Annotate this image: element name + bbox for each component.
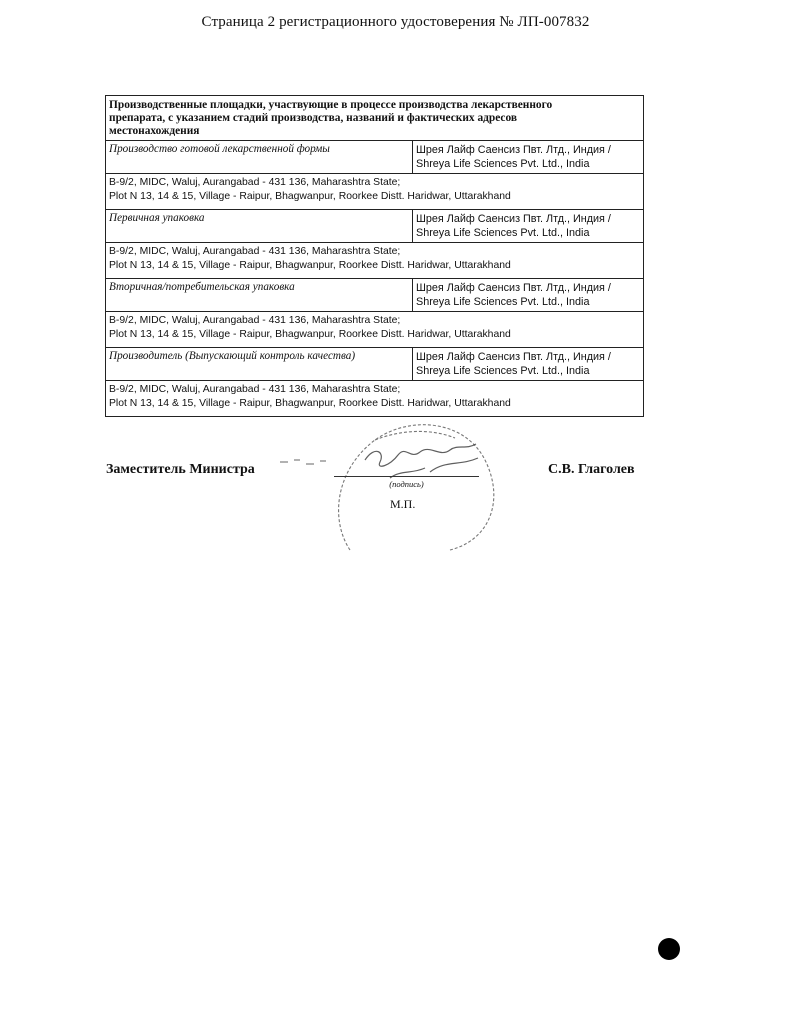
address-line: B-9/2, MIDC, Waluj, Aurangabad - 431 136, Maharashtra State;: [109, 246, 401, 257]
scan-dot-icon: [658, 938, 680, 960]
signature-dash-icon: [270, 440, 350, 470]
table-row: [106, 348, 644, 381]
address-line: Plot N 13, 14 & 15, Village - Raipur, Bhagwanpur, Roorkee Distt. Haridwar, Uttarakhand: [109, 398, 511, 409]
address-line: Plot N 13, 14 & 15, Village - Raipur, Bhagwanpur, Roorkee Distt. Haridwar, Uttarakhand: [109, 260, 511, 271]
address-cell: [106, 243, 644, 279]
signer-position: Заместитель Министра: [106, 462, 255, 477]
address-cell: [106, 312, 644, 348]
page-header: Страница 2 регистрационного удостоверения № ЛП-007832: [201, 14, 590, 30]
table-title-line: местонахождения: [109, 125, 200, 137]
address-line: Plot N 13, 14 & 15, Village - Raipur, Bhagwanpur, Roorkee Distt. Haridwar, Uttarakhand: [109, 191, 511, 202]
address-line: Plot N 13, 14 & 15, Village - Raipur, Bhagwanpur, Roorkee Distt. Haridwar, Uttarakhand: [109, 329, 511, 340]
production-sites-table: [105, 95, 644, 417]
table-row: [106, 210, 644, 243]
manufacturer-cell: [413, 210, 644, 243]
signer-name: С.В. Глаголев: [548, 462, 635, 477]
table-title-line: Производственные площадки, участвующие в процессе производства лекарственного: [109, 99, 553, 111]
table-title-line: препарата, с указанием стадий производства, названий и фактических адресов: [109, 112, 518, 124]
address-line: B-9/2, MIDC, Waluj, Aurangabad - 431 136, Maharashtra State;: [109, 384, 401, 395]
manufacturer-name-ru: Шрея Лайф Саенсиз Пвт. Лтд., Индия /: [416, 213, 611, 225]
table-row: [106, 141, 644, 174]
stage-cell: Вторичная/потребительская упаковка: [106, 279, 413, 312]
manufacturer-cell: [413, 141, 644, 174]
manufacturer-name-ru: Шрея Лайф Саенсиз Пвт. Лтд., Индия /: [416, 351, 611, 363]
table-title-row: [106, 96, 644, 141]
table-row: [106, 279, 644, 312]
address-line: B-9/2, MIDC, Waluj, Aurangabad - 431 136, Maharashtra State;: [109, 315, 401, 326]
table-row: [106, 243, 644, 279]
manufacturer-cell: [413, 279, 644, 312]
signature-line: [334, 476, 479, 477]
address-cell: [106, 174, 644, 210]
manufacturer-name-en: Shreya Life Sciences Pvt. Ltd., India: [416, 296, 590, 308]
manufacturer-cell: [413, 348, 644, 381]
manufacturer-name-en: Shreya Life Sciences Pvt. Ltd., India: [416, 365, 590, 377]
manufacturer-name-ru: Шрея Лайф Саенсиз Пвт. Лтд., Индия /: [416, 282, 611, 294]
stage-cell: Первичная упаковка: [106, 210, 413, 243]
manufacturer-name-ru: Шрея Лайф Саенсиз Пвт. Лтд., Индия /: [416, 144, 611, 156]
table-title: [106, 96, 644, 141]
stamp-label: М.П.: [390, 497, 416, 511]
manufacturer-name-en: Shreya Life Sciences Pvt. Ltd., India: [416, 158, 590, 170]
manufacturer-name-en: Shreya Life Sciences Pvt. Ltd., India: [416, 227, 590, 239]
stage-cell: Производство готовой лекарственной формы: [106, 141, 413, 174]
signature-caption: (подпись): [389, 479, 424, 489]
table-row: [106, 174, 644, 210]
table-row: [106, 312, 644, 348]
address-line: B-9/2, MIDC, Waluj, Aurangabad - 431 136, Maharashtra State;: [109, 177, 401, 188]
stage-cell: Производитель (Выпускающий контроль качества): [106, 348, 413, 381]
